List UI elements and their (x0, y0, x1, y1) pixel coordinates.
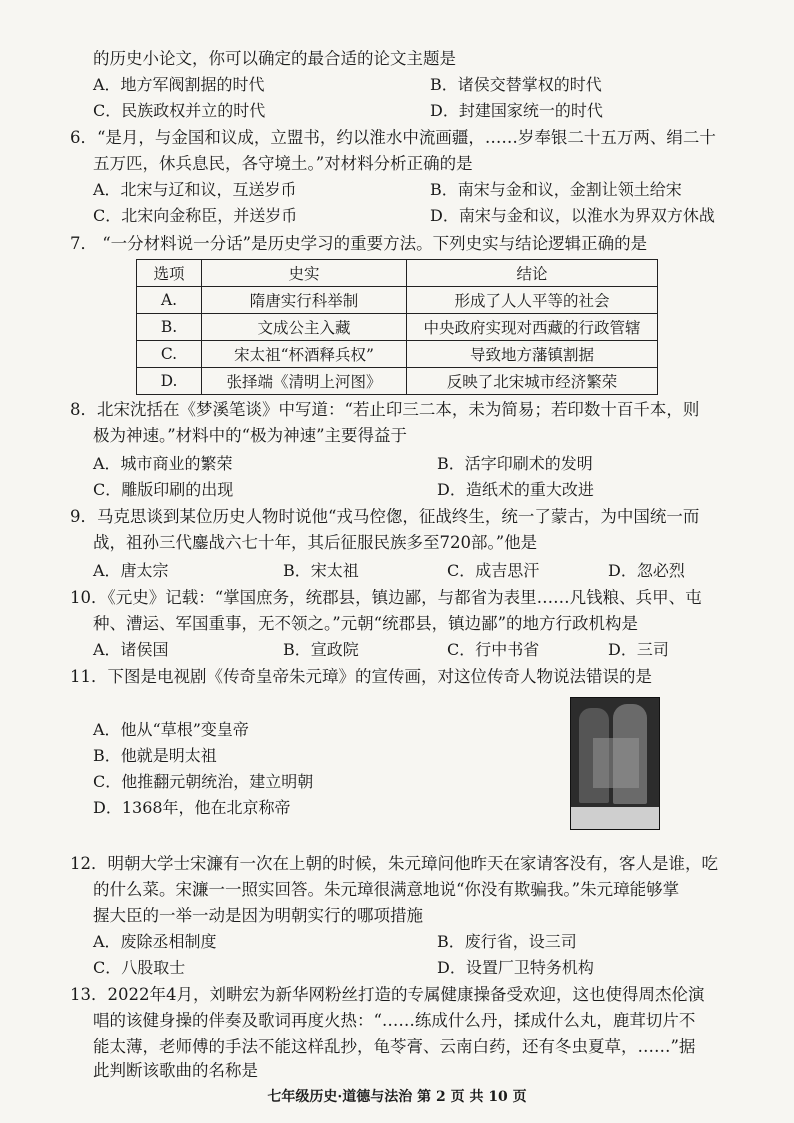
q13-stem-line4: 此判断该歌曲的名称是 (93, 1061, 258, 1080)
q8-option-b: B．活字印刷术的发明 (437, 454, 593, 473)
q10-stem-line1: 10．《元史》记载：“掌国庶务，统郡县，镇边鄙，与都省为表里……凡钱粮、兵甲、屯 (70, 588, 702, 607)
table-cell: 张择端《清明上河图》 (202, 368, 407, 395)
q9-option-a: A．唐太宗 (93, 561, 169, 580)
q6-option-c: C．北宋向金称臣，并送岁币 (93, 206, 298, 225)
q5-option-c: C．民族政权并立的时代 (93, 101, 266, 120)
q13-stem-line3: 能太薄，老师傅的手法不能这样乱抄，龟苓膏、云南白药，还有冬虫夏草，……”据 (93, 1037, 696, 1056)
q11-option-c: C．他推翻元朝统治，建立明朝 (93, 772, 314, 791)
q7-table (136, 259, 658, 395)
table-cell: 反映了北宋城市经济繁荣 (407, 368, 658, 395)
q6-stem-line2: 五万匹，休兵息民，各守境土。”对材料分析正确的是 (93, 154, 473, 173)
q11-option-a: A．他从“草根”变皇帝 (93, 720, 249, 739)
q13-stem-line2: 唱的该健身操的伴奏及歌词再度火热：“……练成什么丹，揉成什么丸，鹿茸切片不 (93, 1011, 696, 1030)
table-header-row (137, 260, 658, 287)
q12-option-a: A．废除丞相制度 (93, 932, 217, 951)
q5-option-b: B．诸侯交替掌权的时代 (430, 75, 602, 94)
table-cell: 中央政府实现对西藏的行政管辖 (407, 314, 658, 341)
q5-option-d: D．封建国家统一的时代 (430, 101, 603, 120)
table-cell: B. (137, 314, 202, 341)
table-cell: D. (137, 368, 202, 395)
q10-option-a: A．诸侯国 (93, 640, 169, 659)
q10-option-b: B．宣政院 (283, 640, 359, 659)
q12-option-b: B．废行省，设三司 (437, 932, 577, 951)
table-cell: 宋太祖“杯酒释兵权” (202, 341, 407, 368)
q8-option-c: C．雕版印刷的出现 (93, 480, 234, 499)
table-header-cell: 选项 (137, 260, 202, 287)
q9-option-c: C．成吉思汗 (447, 561, 540, 580)
q10-option-d: D．三司 (608, 640, 669, 659)
q11-option-d: D．1368年，他在北京称帝 (93, 798, 291, 817)
q8-option-a: A．城市商业的繁荣 (93, 454, 233, 473)
tv-series-poster-image (570, 697, 660, 830)
q10-option-c: C．行中书省 (447, 640, 540, 659)
q5-stem-tail: 的历史小论文，你可以确定的最合适的论文主题是 (93, 49, 456, 68)
q12-option-c: C．八股取士 (93, 958, 186, 977)
q11-option-b: B．他就是明太祖 (93, 746, 217, 765)
table-cell: 导致地方藩镇割据 (407, 341, 658, 368)
q10-stem-line2: 种、漕运、军国重事，无不领之。”元朝“统郡县，镇边鄙”的地方行政机构是 (93, 614, 639, 633)
q7-stem: 7． “一分材料说一分话”是历史学习的重要方法。下列史实与结论逻辑正确的是 (70, 234, 648, 253)
table-row (137, 341, 658, 368)
q12-option-d: D．设置厂卫特务机构 (437, 958, 594, 977)
table-row (137, 368, 658, 395)
table-cell: 隋唐实行科举制 (202, 287, 407, 314)
q9-stem-line1: 9．马克思谈到某位历史人物时说他“戎马倥偬，征战终生，统一了蒙古，为中国统一而 (70, 507, 700, 526)
q12-stem-line1: 12．明朝大学士宋濂有一次在上朝的时候，朱元璋问他昨天在家请客没有，客人是谁，吃 (70, 854, 718, 873)
q12-stem-line3: 握大臣的一举一动是因为明朝实行的哪项措施 (93, 906, 423, 925)
table-cell: 形成了人人平等的社会 (407, 287, 658, 314)
q6-option-a: A．北宋与辽和议，互送岁币 (93, 180, 297, 199)
table-header-cell: 结论 (407, 260, 658, 287)
q6-stem-line1: 6．“是月，与金国和议成，立盟书，约以淮水中流画疆，……岁奉银二十五万两、绢二十 (70, 128, 716, 147)
q6-option-b: B．南宋与金和议，金割让领土给宋 (430, 180, 682, 199)
q8-stem-line2: 极为神速。”材料中的“极为神速”主要得益于 (93, 426, 408, 445)
table-row (137, 314, 658, 341)
table-cell: 文成公主入藏 (202, 314, 407, 341)
q9-stem-line2: 战，祖孙三代鏖战六七十年，其后征服民族多至720部。”他是 (93, 533, 538, 552)
table-cell: A. (137, 287, 202, 314)
q5-option-a: A．地方军阀割据的时代 (93, 75, 265, 94)
q13-stem-line1: 13．2022年4月，刘畊宏为新华网粉丝打造的专属健康操备受欢迎，这也使得周杰伦演 (70, 985, 705, 1004)
table-row (137, 287, 658, 314)
table-cell: C. (137, 341, 202, 368)
table-header-cell: 史实 (202, 260, 407, 287)
q6-option-d: D．南宋与金和议，以淮水为界双方休战 (430, 206, 715, 225)
q8-stem-line1: 8．北宋沈括在《梦溪笔谈》中写道：“若止印三二本，未为简易；若印数十百千本，则 (70, 400, 700, 419)
q11-stem: 11．下图是电视剧《传奇皇帝朱元璋》的宣传画，对这位传奇人物说法错误的是 (70, 667, 652, 686)
page-footer: 七年级历史·道德与法治 第 2 页 共 10 页 (267, 1089, 527, 1105)
q8-option-d: D．造纸术的重大改进 (437, 480, 594, 499)
q9-option-b: B．宋太祖 (283, 561, 359, 580)
q12-stem-line2: 的什么菜。宋濂一一照实回答。朱元璋很满意地说“你没有欺骗我。”朱元璋能够掌 (93, 880, 680, 899)
q9-option-d: D．忽必烈 (608, 561, 685, 580)
